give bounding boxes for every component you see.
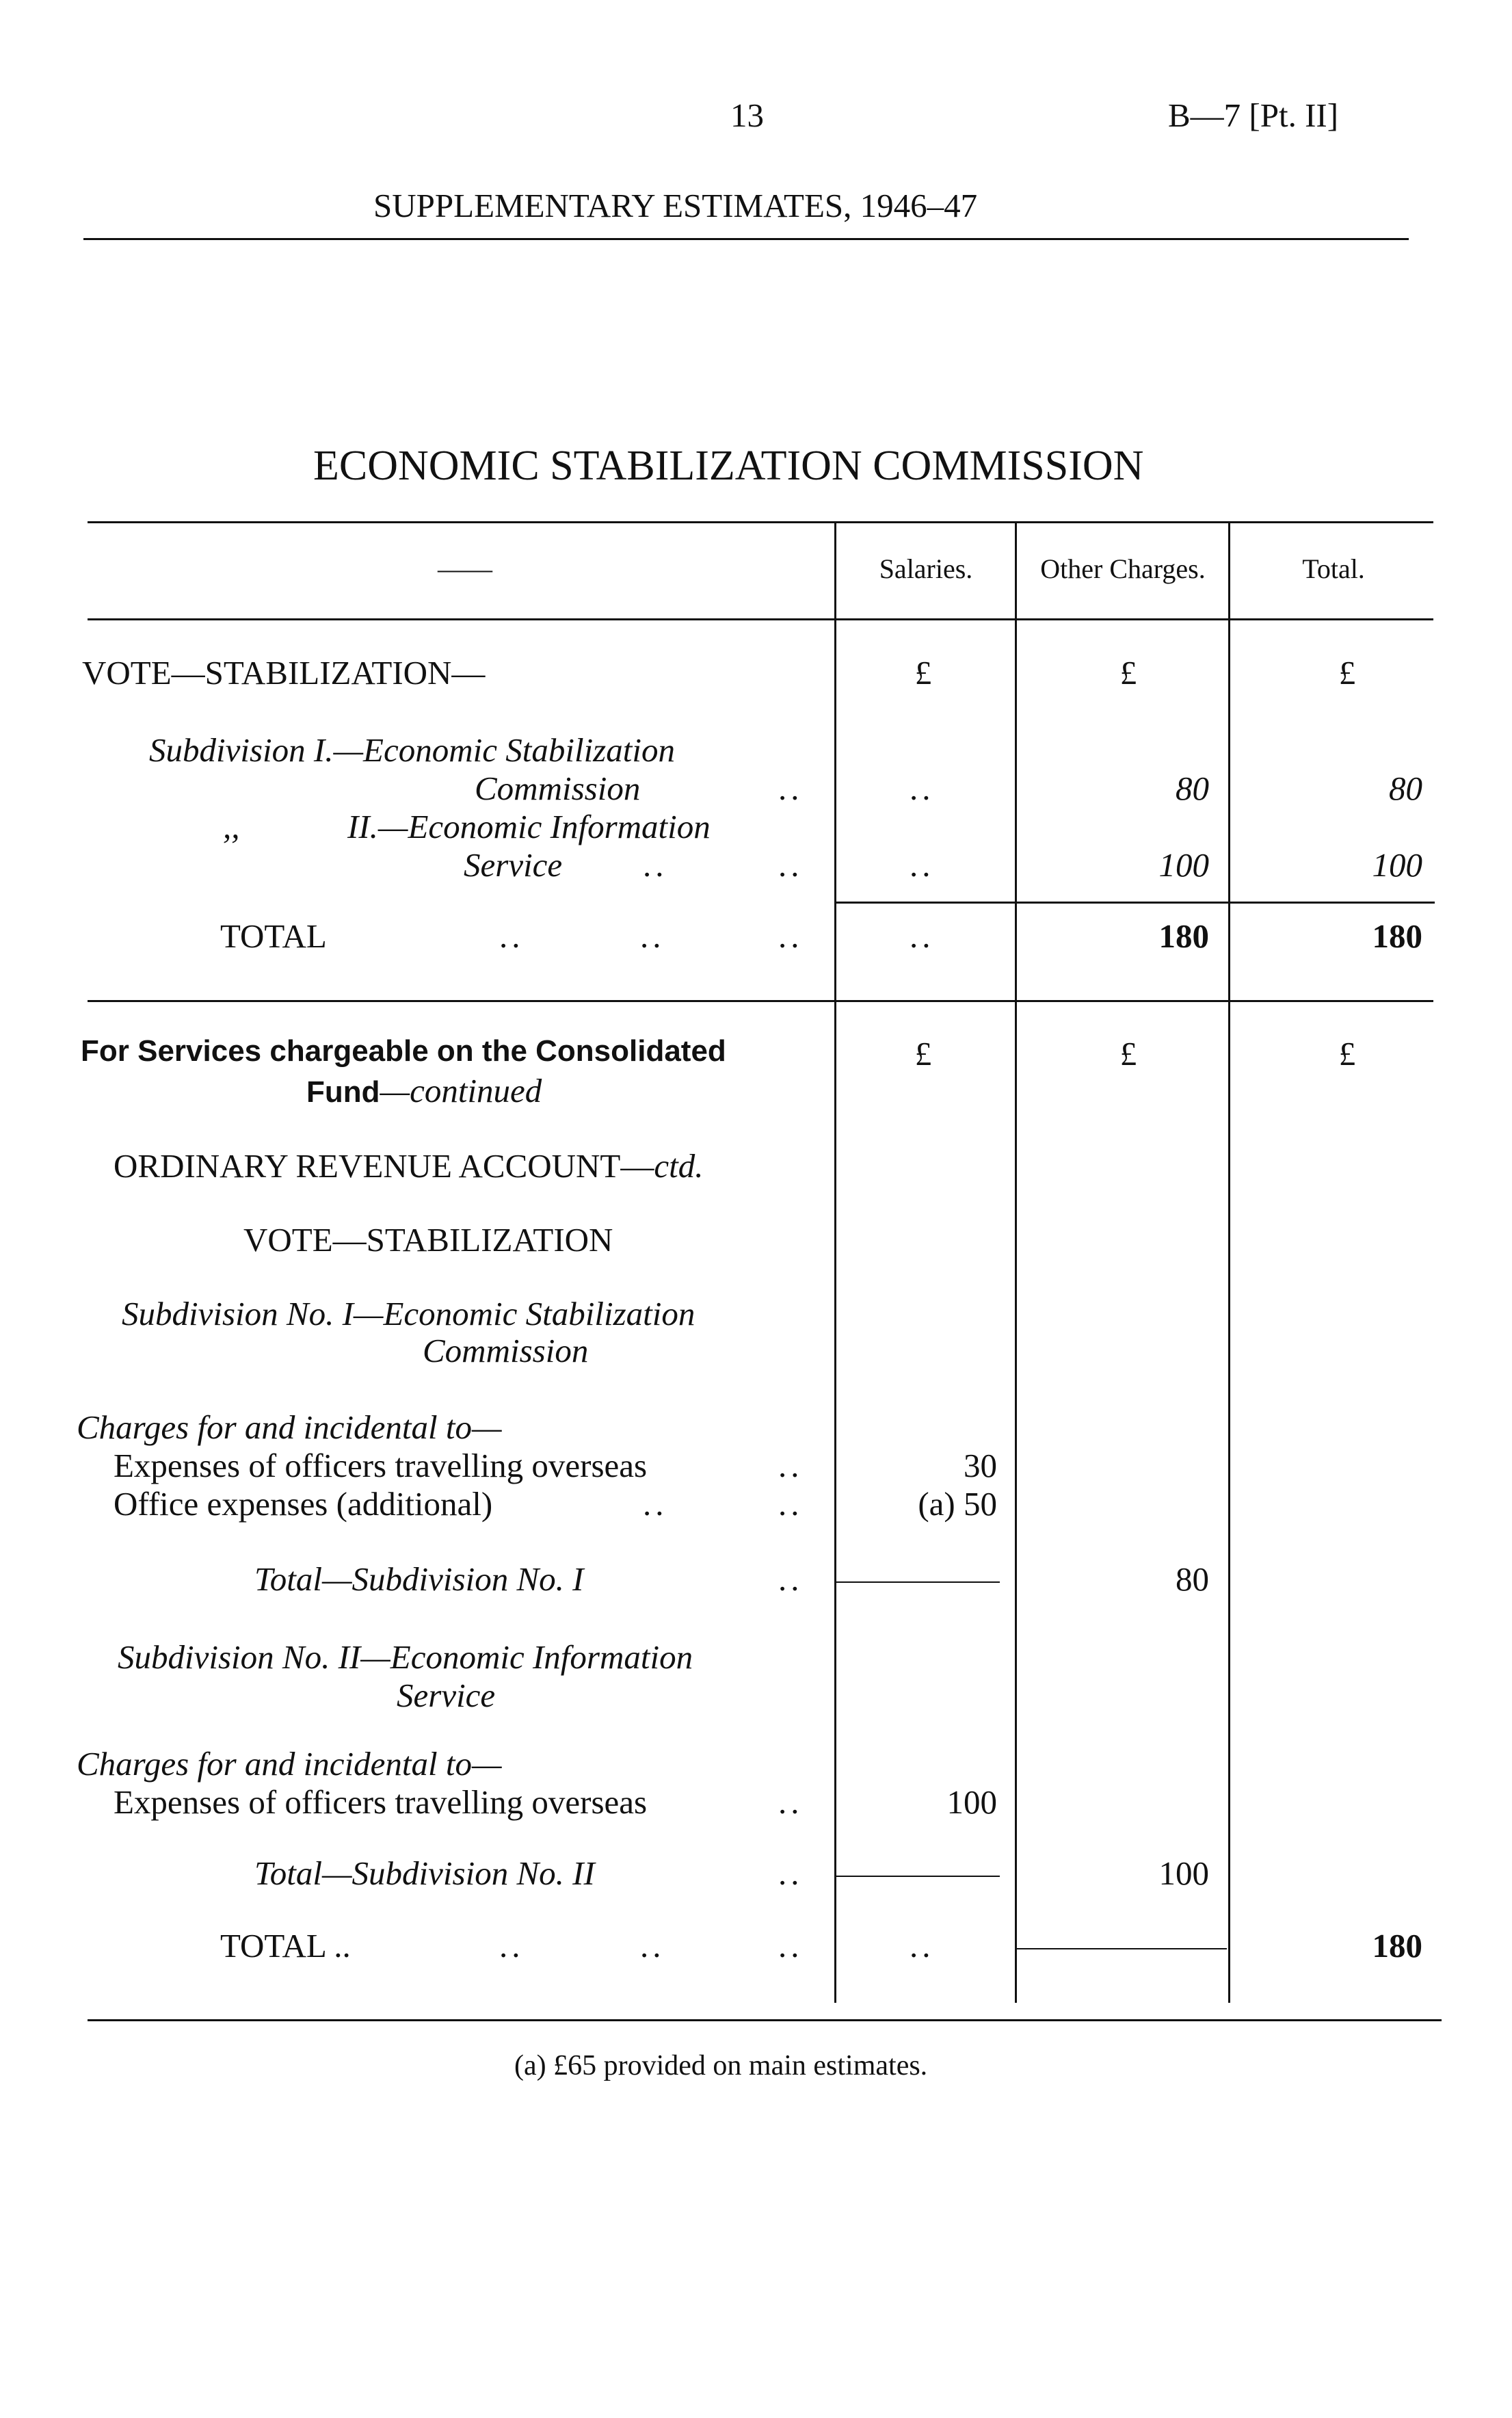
column-rule-2 <box>1015 523 1017 2003</box>
column-header-rule <box>88 618 1433 620</box>
sub1-total-other: 80 <box>1176 1560 1209 1598</box>
detail-vote-heading: VOTE—STABILIZATION <box>243 1221 613 1259</box>
item-travel-2: Expenses of officers travelling overseas <box>114 1783 648 1821</box>
section-divider-rule <box>88 1000 1433 1002</box>
detail-sub2-heading-line2: Service <box>397 1677 496 1714</box>
leader-dots: .. <box>643 846 668 884</box>
charges-label-1: Charges for and incidental to— <box>77 1408 502 1446</box>
column-rule-3 <box>1228 523 1230 2003</box>
grand-total-other-rule <box>1016 1948 1227 1949</box>
leader-dots: .. <box>778 1560 804 1598</box>
page-reference: B—7 [Pt. II] <box>1168 96 1339 134</box>
leader-dots: .. <box>643 1485 668 1523</box>
page-number: 13 <box>730 96 764 134</box>
detail-heading-fund: Fund <box>306 1075 380 1109</box>
currency-other: £ <box>1119 1035 1137 1073</box>
detail-sub2-heading-line1: Subdivision No. II—Economic Information <box>118 1638 693 1676</box>
ditto-mark: ,, <box>223 808 240 845</box>
sub2-total-rule <box>836 1876 1000 1877</box>
col-header-other-charges: Other Charges. <box>1040 553 1206 584</box>
leader-dots: .. <box>499 917 525 955</box>
salaries-nil: .. <box>910 770 935 807</box>
leader-dots: .. <box>499 1927 525 1964</box>
currency-total: £ <box>1338 1035 1356 1073</box>
detail-heading-continued: —continued <box>380 1072 542 1109</box>
leader-dots: .. <box>778 1447 804 1484</box>
currency-salaries: £ <box>914 1035 932 1073</box>
leader-dots: .. <box>778 1783 804 1821</box>
col-header-total: Total. <box>1302 553 1365 584</box>
detail-heading-line1: For Services chargeable on the Consolidated <box>81 1034 726 1068</box>
summary-total-other: 180 <box>1158 917 1209 955</box>
detail-sub1-heading-line2: Commission <box>423 1332 589 1369</box>
account-heading-text: ORDINARY REVENUE ACCOUNT— <box>114 1147 654 1185</box>
leader-dots: .. <box>778 1485 804 1523</box>
currency-other: £ <box>1119 654 1137 692</box>
running-title: SUPPLEMENTARY ESTIMATES, 1946–47 <box>373 187 978 224</box>
salaries-nil: .. <box>910 917 935 955</box>
account-heading <box>114 1146 704 1185</box>
leader-dots: .. <box>778 770 804 807</box>
salaries-nil: .. <box>910 1927 935 1964</box>
summary-total-rule <box>836 902 1435 904</box>
currency-total: £ <box>1338 654 1356 692</box>
sub2-total-label: Total—Subdivision No. II <box>254 1854 595 1892</box>
leader-dots: .. <box>778 1927 804 1964</box>
page-title: ECONOMIC STABILIZATION COMMISSION <box>313 443 1144 489</box>
header-rule <box>83 238 1409 240</box>
sub1-total-label: Total—Subdivision No. I <box>254 1560 584 1598</box>
detail-sub1-heading-line1: Subdivision No. I—Economic Stabilization <box>122 1295 695 1332</box>
sub1-total-rule <box>836 1581 1000 1583</box>
item-office: Office expenses (additional) <box>114 1485 493 1523</box>
summary-sub1-line1: Subdivision I.—Economic Stabilization <box>149 731 675 769</box>
footnote: (a) £65 provided on main estimates. <box>514 2050 928 2081</box>
detail-heading-line2 <box>306 1071 542 1110</box>
column-rule-1 <box>834 523 836 2003</box>
leader-dots: .. <box>778 1854 804 1892</box>
leader-dots: .. <box>640 917 665 955</box>
leader-dots: .. <box>640 1927 665 1964</box>
col-header-description: —— <box>438 553 492 584</box>
summary-sub1-total: 80 <box>1389 770 1422 807</box>
summary-sub2-line1: II.—Economic Information <box>347 808 711 845</box>
item-travel-2-salaries: 100 <box>946 1783 997 1821</box>
sub2-total-other: 100 <box>1158 1854 1209 1892</box>
grand-total-label: TOTAL .. <box>220 1927 351 1964</box>
leader-dots: .. <box>778 917 804 955</box>
currency-salaries: £ <box>914 654 932 692</box>
item-travel-salaries: 30 <box>964 1447 997 1484</box>
summary-total-total: 180 <box>1372 917 1422 955</box>
item-office-salaries: (a) 50 <box>918 1485 997 1523</box>
summary-sub1-line2: Commission <box>475 770 641 807</box>
table-top-rule <box>88 521 1433 523</box>
charges-label-2: Charges for and incidental to— <box>77 1745 502 1783</box>
summary-sub2-total: 100 <box>1372 846 1422 884</box>
summary-total-label: TOTAL <box>220 917 327 955</box>
leader-dots: .. <box>778 846 804 884</box>
account-heading-ctd: ctd. <box>654 1147 704 1185</box>
summary-sub2-line2: Service <box>464 846 563 884</box>
salaries-nil: .. <box>910 846 935 884</box>
summary-sub2-other: 100 <box>1158 846 1209 884</box>
summary-vote-heading: VOTE—STABILIZATION— <box>82 654 486 692</box>
table-bottom-rule <box>88 2019 1442 2021</box>
grand-total: 180 <box>1372 1927 1422 1964</box>
col-header-salaries: Salaries. <box>879 553 973 584</box>
item-travel: Expenses of officers travelling overseas <box>114 1447 648 1484</box>
summary-sub1-other: 80 <box>1176 770 1209 807</box>
